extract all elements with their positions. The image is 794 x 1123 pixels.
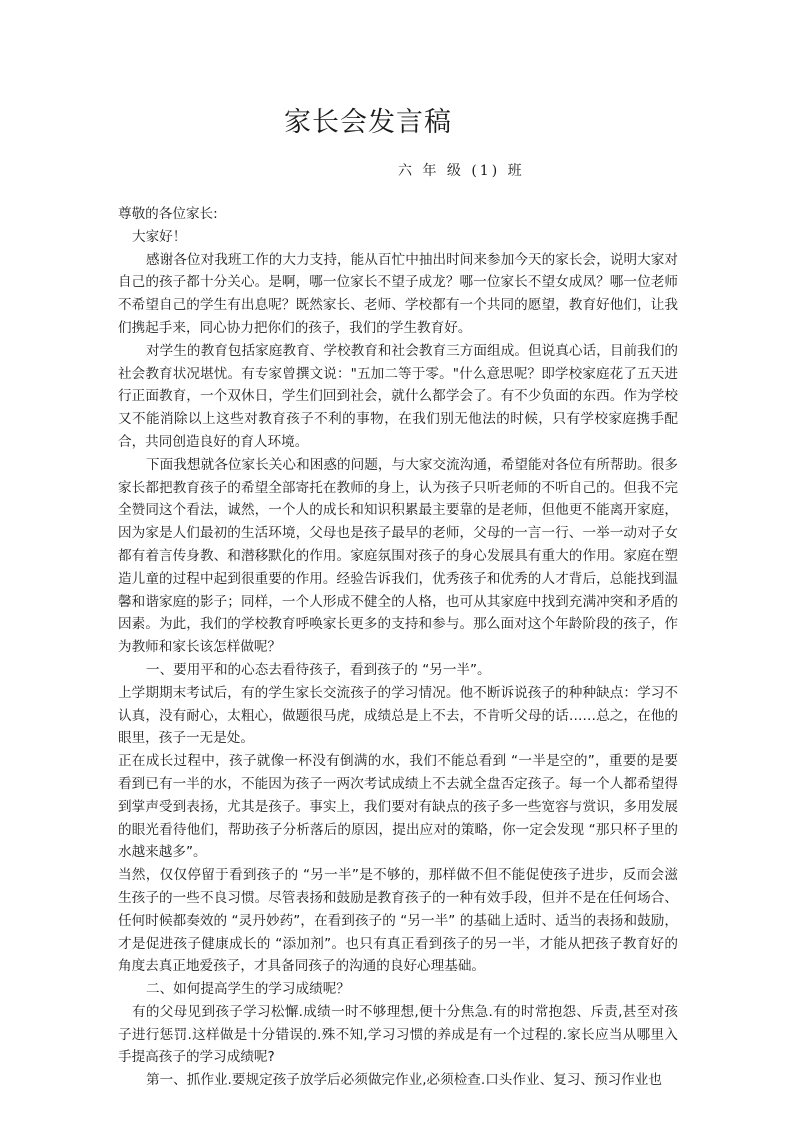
- class-label: 六 年 级 (1) 班: [398, 163, 525, 179]
- document-body: [118, 203, 678, 1092]
- paragraph: 感谢各位对我班工作的大力支持，能从百忙中抽出时间来参加今天的家长会，说明大家对自己的孩子都十分关心。是啊，哪一位家长不望子成龙？哪一位家长不望女成凤？哪一位老师不希望自己的学生有出息呢？既然家长、老师、学校都有一个共同的愿望，教育好他们，让我们携起手来，同心协力把你们的孩子，我们的学生教育好。: [118, 251, 678, 336]
- paragraph: 有的父母见到孩子学习松懈.成绩一时不够理想,便十分焦急.有的时常抱怨、斥责,甚至对孩子进行惩罚.这样做是十分错误的.殊不知,学习习惯的养成是有一个过程的.家长应当从哪里入手提高孩子的学习成绩呢?: [118, 1003, 678, 1066]
- paragraph: 上学期期末考试后，有的学生家长交流孩子的学习情况。他不断诉说孩子的种种缺点：学习不认真，没有耐心，太粗心，做题很马虎，成绩总是上不去，不肯听父母的话……总之，在他的眼里，孩子一无是处。: [118, 684, 678, 747]
- paragraph: 正在成长过程中，孩子就像一杯没有倒满的水，我们不能总看到 “一半是空的”，重要的是要看到已有一半的水，不能因为孩子一两次考试成绩上不去就全盘否定孩子。每一个人都希望得到掌声受到表扬，尤其是孩子。事实上，我们要对有缺点的孩子多一些宽容与赏识，多用发展的眼光看待他们，帮助孩子分析落后的原因，提出应对的策略，你一定会发现 “那只杯子里的水越来越多”。: [118, 753, 678, 861]
- paragraph: 第一、抓作业.要规定孩子放学后必须做完作业,必须检查.口头作业、复习、预习作业也: [146, 1072, 662, 1089]
- paragraph: 对学生的教育包括家庭教育、学校教育和社会教育三方面组成。但说真心话，目前我们的社会教育状况堪忧。有专家曾撰文说："五加二等于零。"什么意思呢？即学校家庭花了五天进行正面教育，一个双休日，学生们回到社会，就什么都学会了。有不少负面的东西。作为学校又不能消除以上这些对教育孩子不利的事物，在我们别无他法的时候，只有学校家庭携手配合，共同创造良好的育人环境。: [118, 342, 678, 450]
- paragraph: 尊敬的各位家长:: [118, 206, 218, 222]
- paragraph: 下面我想就各位家长关心和困惑的问题，与大家交流沟通，希望能对各位有所帮助。很多家长都把教育孩子的希望全部寄托在教师的身上，认为孩子只听老师的不听自己的。但我不完全赞同这个看法，诚然，一个人的成长和知识积累最主要靠的是老师，但他更不能离开家庭，因为家是人们最初的生活环境，父母也是孩子最早的老师，父母的一言一行、一举一动对子女都有着言传身教、和潜移默化的作用。家庭氛围对孩子的身心发展具有重大的作用。家庭在塑造儿童的过程中起到很重要的作用。经验告诉我们，优秀孩子和优秀的人才背后，总能找到温馨和谐家庭的影子；同样，一个人形成不健全的人格，也可从其家庭中找到充满冲突和矛盾的因素。为此，我们的学校教育呼唤家长更多的支持和参与。那么面对这个年龄阶段的孩子，作为教师和家长该怎样做呢？: [118, 456, 678, 656]
- paragraph: 当然，仅仅停留于看到孩子的 “另一半”是不够的，那样做不但不能促使孩子进步，反而会滋生孩子的一些不良习惯。尽管表扬和鼓励是教育孩子的一种有效手段，但并不是在任何场合、任何时候都奏效的 “灵丹妙药”，在看到孩子的 “另一半” 的基础上适时、适当的表扬和鼓励，才是促进孩子健康成长的 “添加剂”。也只有真正看到孩子的另一半，才能从把孩子教育好的角度去真正地爱孩子，才具备同孩子的沟通的良好心理基础。: [118, 867, 678, 975]
- paragraph: 二、如何提高学生的学习成绩呢？: [146, 981, 350, 998]
- paragraph: 大家好！: [132, 228, 187, 245]
- paragraph: 一、要用平和的心态去看待孩子，看到孩子的 “另一半”。: [146, 661, 491, 678]
- document-title: 家长会发言稿: [284, 107, 452, 138]
